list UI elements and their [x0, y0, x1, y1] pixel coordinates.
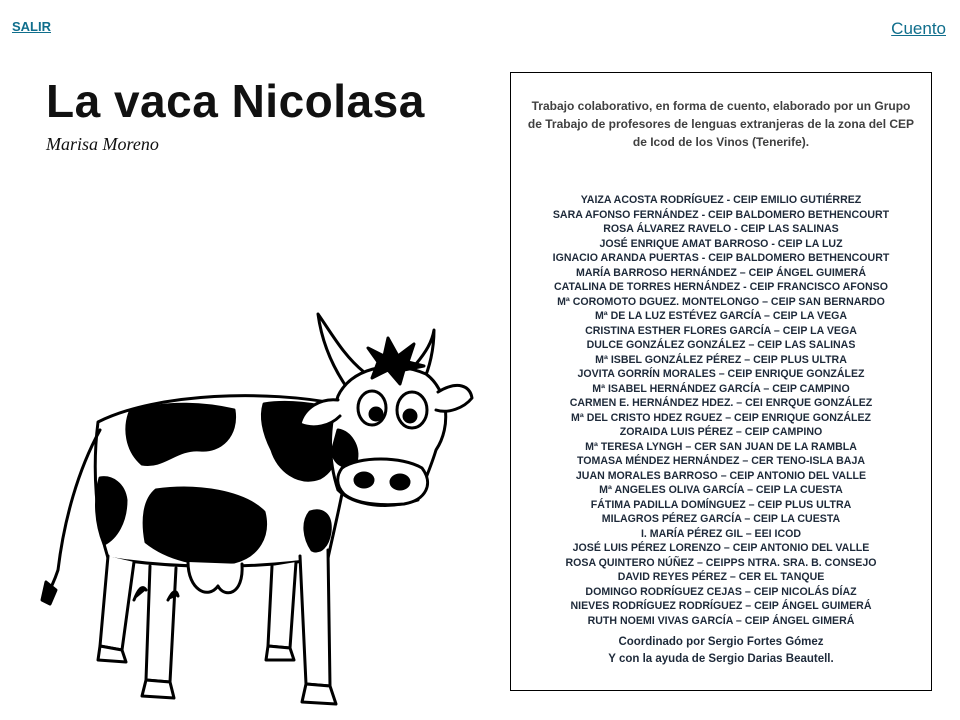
member-item: Mª ANGELES OLIVA GARCÍA – CEIP LA CUESTA [599, 484, 843, 496]
member-item: DOMINGO RODRÍGUEZ CEJAS – CEIP NICOLÁS DÍAZ [585, 585, 857, 598]
author-name: Marisa Moreno [46, 134, 159, 154]
member-item: Mª ISABEL HERNÁNDEZ GARCÍA – CEIP CAMPINO [592, 382, 850, 395]
member-item: Mª COROMOTO DGUEZ. MONTELONGO – CEIP SAN BERNARDO [557, 295, 885, 308]
member-item: Mª DE LA LUZ ESTÉVEZ GARCÍA – CEIP LA VEGA [594, 310, 848, 322]
member-item: DULCE GONZÁLEZ GONZÁLEZ – CEIP LAS SALINAS [586, 339, 856, 351]
member-item: CATALINA DE TORRES HERNÁNDEZ - CEIP FRANCISCO AFONSO [554, 281, 888, 293]
member-item: JOSÉ LUIS PÉREZ LORENZO – CEIP ANTONIO DEL VALLE [572, 542, 870, 554]
coordinator-block [525, 634, 917, 668]
member-item: ROSA ÁLVAREZ RAVELO - CEIP LAS SALINAS [603, 223, 839, 235]
member-item: ROSA QUINTERO NÚÑEZ – CEIPPS NTRA. SRA. B. CONSEJO [565, 556, 877, 569]
member-item: I. MARÍA PÉREZ GIL – EEI ICOD [640, 527, 802, 540]
member-item: Mª DEL CRISTO HDEZ RGUEZ – CEIP ENRIQUE GONZÁLEZ [571, 411, 871, 424]
member-item: ZORAIDA LUIS PÉREZ – CEIP CAMPINO [619, 426, 823, 438]
cow-drawing-icon [38, 300, 478, 712]
salir-link[interactable]: SALIR [12, 19, 51, 34]
member-item: TOMASA MÉNDEZ HERNÁNDEZ – CER TENO-ISLA BAJA [576, 455, 865, 467]
helper-line: Y con la ayuda de Sergio Darias Beautell. [608, 653, 834, 665]
member-item: FÁTIMA PADILLA DOMÍNGUEZ – CEIP PLUS ULTRA [590, 498, 852, 511]
member-item: MARÍA BARROSO HERNÁNDEZ – CEIP ÁNGEL GUIMERÁ [576, 266, 866, 279]
cuento-link[interactable]: Cuento [891, 19, 946, 38]
member-item: JUAN MORALES BARROSO – CEIP ANTONIO DEL VALLE [575, 469, 867, 482]
member-item: JOSÉ ENRIQUE AMAT BARROSO - CEIP LA LUZ [599, 237, 843, 250]
member-item: IGNACIO ARANDA PUERTAS - CEIP BALDOMERO BETHENCOURT [552, 252, 890, 264]
member-item: RUTH NOEMI VIVAS GARCÍA – CEIP ÁNGEL GIMERÁ [587, 614, 855, 627]
members-list [525, 193, 917, 628]
member-item: MILAGROS PÉREZ GARCÍA – CEIP LA CUESTA [601, 513, 841, 525]
member-item: DAVID REYES PÉREZ – CER EL TANQUE [617, 571, 825, 583]
member-item: CRISTINA ESTHER FLORES GARCÍA – CEIP LA VEGA [585, 324, 857, 337]
page-title: La vaca Nicolasa [46, 75, 425, 127]
member-item: JOVITA GORRÍN MORALES – CEIP ENRIQUE GONZÁLEZ [577, 368, 865, 380]
member-item: Mª TERESA LYNGH – CER SAN JUAN DE LA RAMBLA [585, 440, 857, 453]
member-item: YAIZA ACOSTA RODRÍGUEZ - CEIP EMILIO GUTIÉRREZ [580, 194, 862, 206]
member-item: SARA AFONSO FERNÁNDEZ - CEIP BALDOMERO BETHENCOURT [552, 208, 890, 221]
member-item: CARMEN E. HERNÁNDEZ HDEZ. – CEI ENRQUE GONZÁLEZ [569, 397, 873, 409]
member-item: NIEVES RODRÍGUEZ RODRÍGUEZ – CEIP ÁNGEL GUIMERÁ [570, 600, 872, 612]
coordinator-line: Coordinado por Sergio Fortes Gómez [618, 636, 824, 648]
credits-intro: Trabajo colaborativo, en forma de cuento, elaborado por un Grupo de Trabajo de profesores de lenguas extranjeras de la zona del CEP de Icod de los Vinos (Tenerife). [527, 99, 915, 149]
credits-panel [510, 72, 932, 691]
member-item: Mª ISBEL GONZÁLEZ PÉREZ – CEIP PLUS ULTRA [595, 353, 847, 366]
